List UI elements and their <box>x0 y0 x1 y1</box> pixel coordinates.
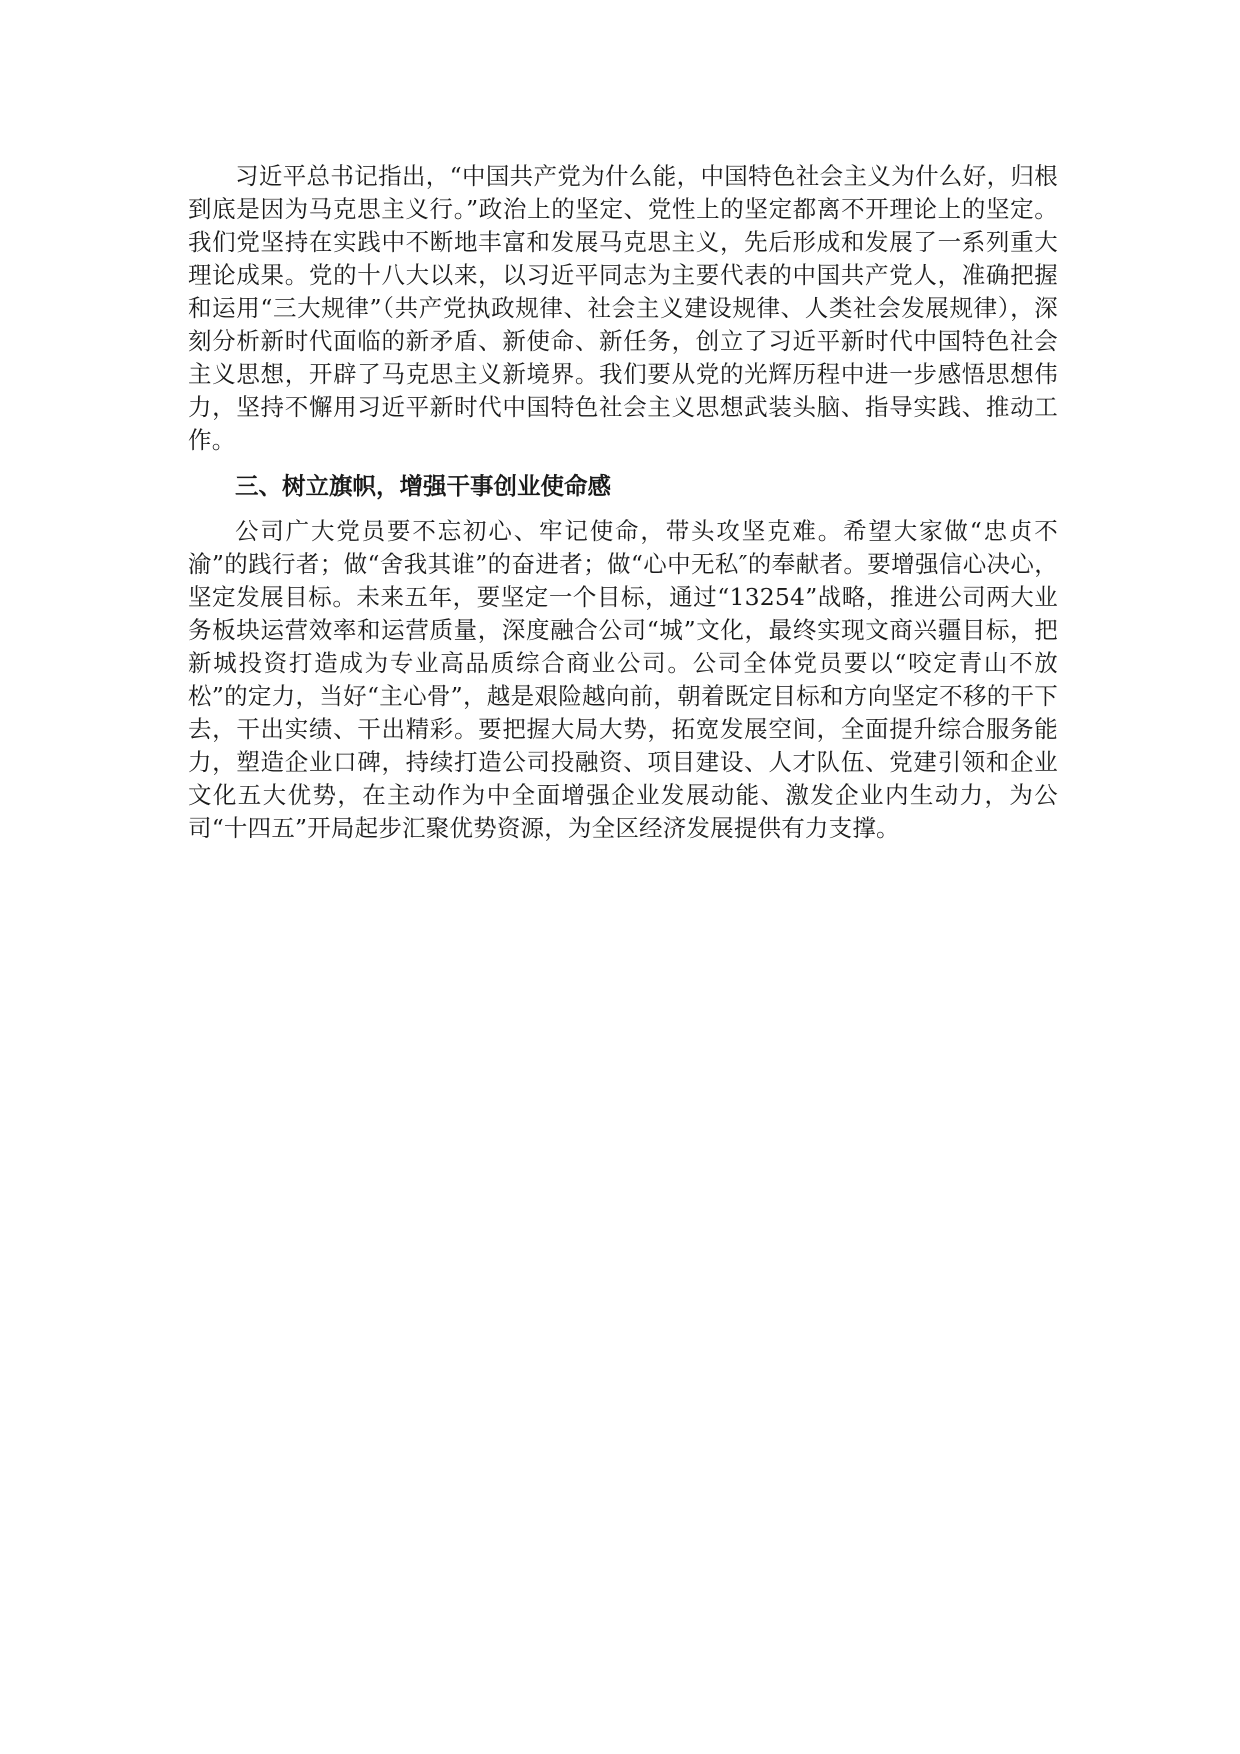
section-heading: 三、树立旗帜，增强干事创业使命感 <box>235 472 611 500</box>
body-paragraph-mission: 公司广大党员要不忘初心、牢记使命，带头攻坚克难。希望大家做“忠贞不渝”的践行者；做“舍我其谁”的奋进者；做“心中无私″的奉献者。要增强信心决心，坚定发展目标。未来五年，要坚定一个目标，通过“13254”战略，推进公司两大业务板块运营效率和运营质量，深度融合公司“城”文化，最终实现文商兴疆目标，把新城投资打造成为专业高品质综合商业公司。公司全体党员要以“咬定青山不放松”的定力，当好“主心骨”，越是艰险越向前，朝着既定目标和方向坚定不移的干下去，干出实绩、干出精彩。要把握大局大势，拓宽发展空间，全面提升综合服务能力，塑造企业口碑，持续打造公司投融资、项目建设、人才队伍、党建引领和企业文化五大优势，在主动作为中全面增强企业发展动能、激发企业内生动力，为公司“十四五”开局起步汇聚优势资源，为全区经济发展提供有力支撑。 <box>188 517 1058 842</box>
body-paragraph-theory: 习近平总书记指出，“中国共产党为什么能，中国特色社会主义为什么好，归根到底是因为马克思主义行。”政治上的坚定、党性上的坚定都离不开理论上的坚定。我们党坚持在实践中不断地丰富和发展马克思主义，先后形成和发展了一系列重大理论成果。党的十八大以来，以习近平同志为主要代表的中国共产党人，准确把握和运用“三大规律”（共产党执政规律、社会主义建设规律、人类社会发展规律），深刻分析新时代面临的新矛盾、新使命、新任务，创立了习近平新时代中国特色社会主义思想，开辟了马克思主义新境界。我们要从党的光辉历程中进一步感悟思想伟力，坚持不懈用习近平新时代中国特色社会主义思想武装头脑、指导实践、推动工作。 <box>188 162 1058 454</box>
document-body <box>188 160 1058 845</box>
